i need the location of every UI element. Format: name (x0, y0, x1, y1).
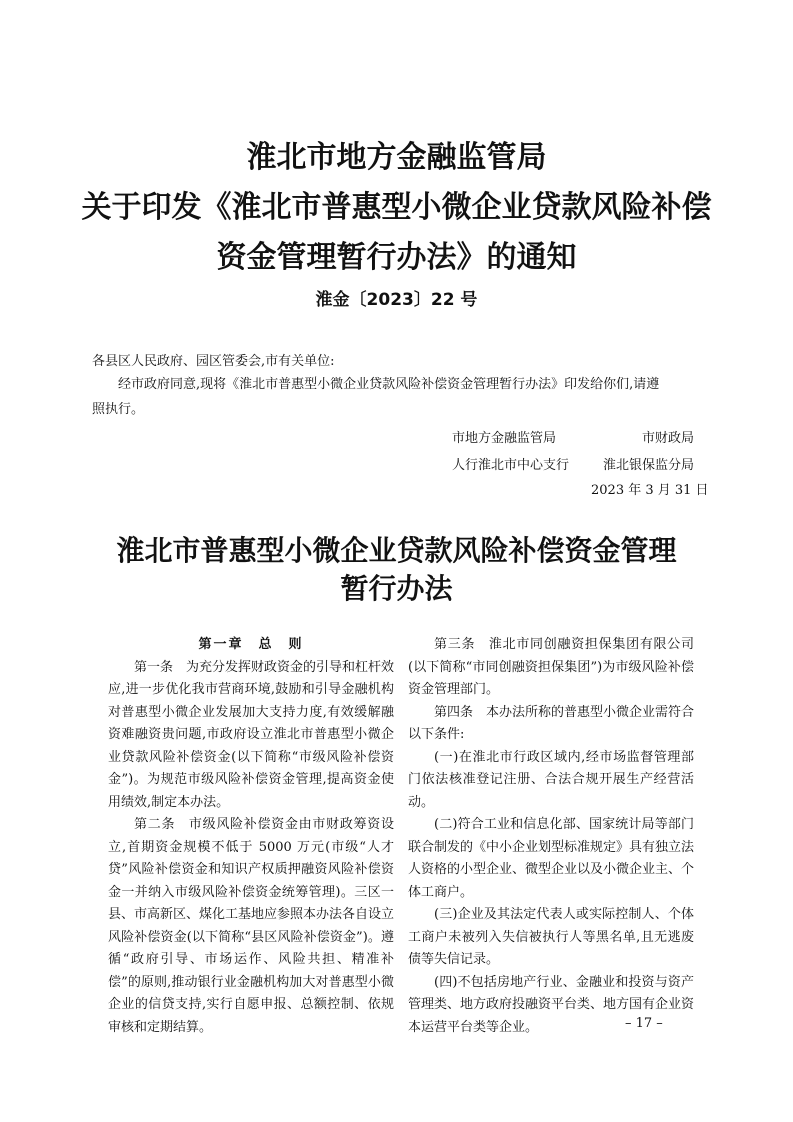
right-column (408, 634, 694, 1039)
signer-finance-regulation-bureau: 市地方金融监管局 (452, 431, 557, 446)
notice-body-line1: 经市政府同意,现将《淮北市普惠型小微企业贷款风险补偿资金管理暂行办法》印发给你们,请遵 (118, 377, 660, 392)
notice-title-line3: 资金管理暂行办法》的通知 (216, 240, 577, 275)
article-4-item-2: (二)符合工业和信息化部、国家统计局等部门联合制发的《中小企业划型标准规定》具有独立法人资格的小型企业、微型企业以及小微企业主、个体工商户。 (408, 817, 695, 900)
article-4-item-3: (三)企业及其法定代表人或实际控制人、个体工商户未被列入失信被执行人等黑名单,且无逃废债等失信记录。 (408, 907, 694, 967)
measures-title-line1: 淮北市普惠型小微企业贷款风险补偿资金管理 (116, 534, 677, 567)
document-number: 淮金〔2023〕22 号 (315, 290, 478, 310)
notice-title-line2: 关于印发《淮北市普惠型小微企业贷款风险补偿 (81, 190, 712, 225)
chapter-heading: 第一章 总 则 (198, 637, 304, 652)
article-1: 第一条 为充分发挥财政资金的引导和杠杆效应,进一步优化我市营商环境,鼓励和引导金融机构对普惠型小微企业发展加大支持力度,有效缓解融资难融资贵问题,市政府设立淮北市普惠型小微企业贷款风险补偿资金(以下简称“市级风险补偿资金”)。为规范市级风险补偿资金管理,提高资金使用绩效,制定本办法。 (108, 659, 395, 810)
article-4-item-1: (一)在淮北市行政区域内,经市场监督管理部门依法核准登记注册、合法合规开展生产经营活动。 (408, 749, 694, 810)
notice-body-line2: 照执行。 (92, 402, 145, 417)
left-column (108, 634, 394, 1039)
measures-title-line2: 暂行办法 (340, 572, 453, 605)
addressee: 各县区人民政府、园区管委会,市有关单位: (92, 354, 335, 369)
notice-title-line1: 淮北市地方金融监管局 (246, 140, 547, 175)
article-3: 第三条 淮北市同创融资担保集团有限公司(以下简称“市同创融资担保集团”)为市级风险补偿资金管理部门。 (408, 637, 694, 697)
article-4: 第四条 本办法所称的普惠型小微企业需符合以下条件: (408, 704, 695, 742)
article-2: 第二条 市级风险补偿资金由市财政筹资设立,首期资金规模不低于 5000 万元(市级“人才贷”风险补偿资金和知识产权质押融资风险补偿资金一并纳入市级风险补偿资金统筹管理)。三区一县、市高新区、煤化工基地应参照本办法各自设立风险补偿资金(以下简称“县区风险补偿资金”)。遵循“政府引导、市场运作、风险共担、精准补偿”的原则,推动银行业金融机构加大对普惠型小微企业的信贷支持,实行自愿申报、总额控制、依规审核和定期结算。 (108, 817, 395, 1035)
signer-finance-bureau: 市财政局 (642, 431, 695, 446)
article-4-item-4: (四)不包括房地产行业、金融业和投资与资产管理类、地方政府投融资平台类、地方国有企业资本运营平台类等企业。 (408, 974, 695, 1035)
signer-pboc-branch: 人行淮北市中心支行 (452, 458, 570, 473)
notice-date: 2023 年 3 月 31 日 (591, 483, 709, 498)
signer-cbirc-branch: 淮北银保监分局 (603, 458, 695, 473)
page-number: – 17 – (625, 1016, 663, 1031)
